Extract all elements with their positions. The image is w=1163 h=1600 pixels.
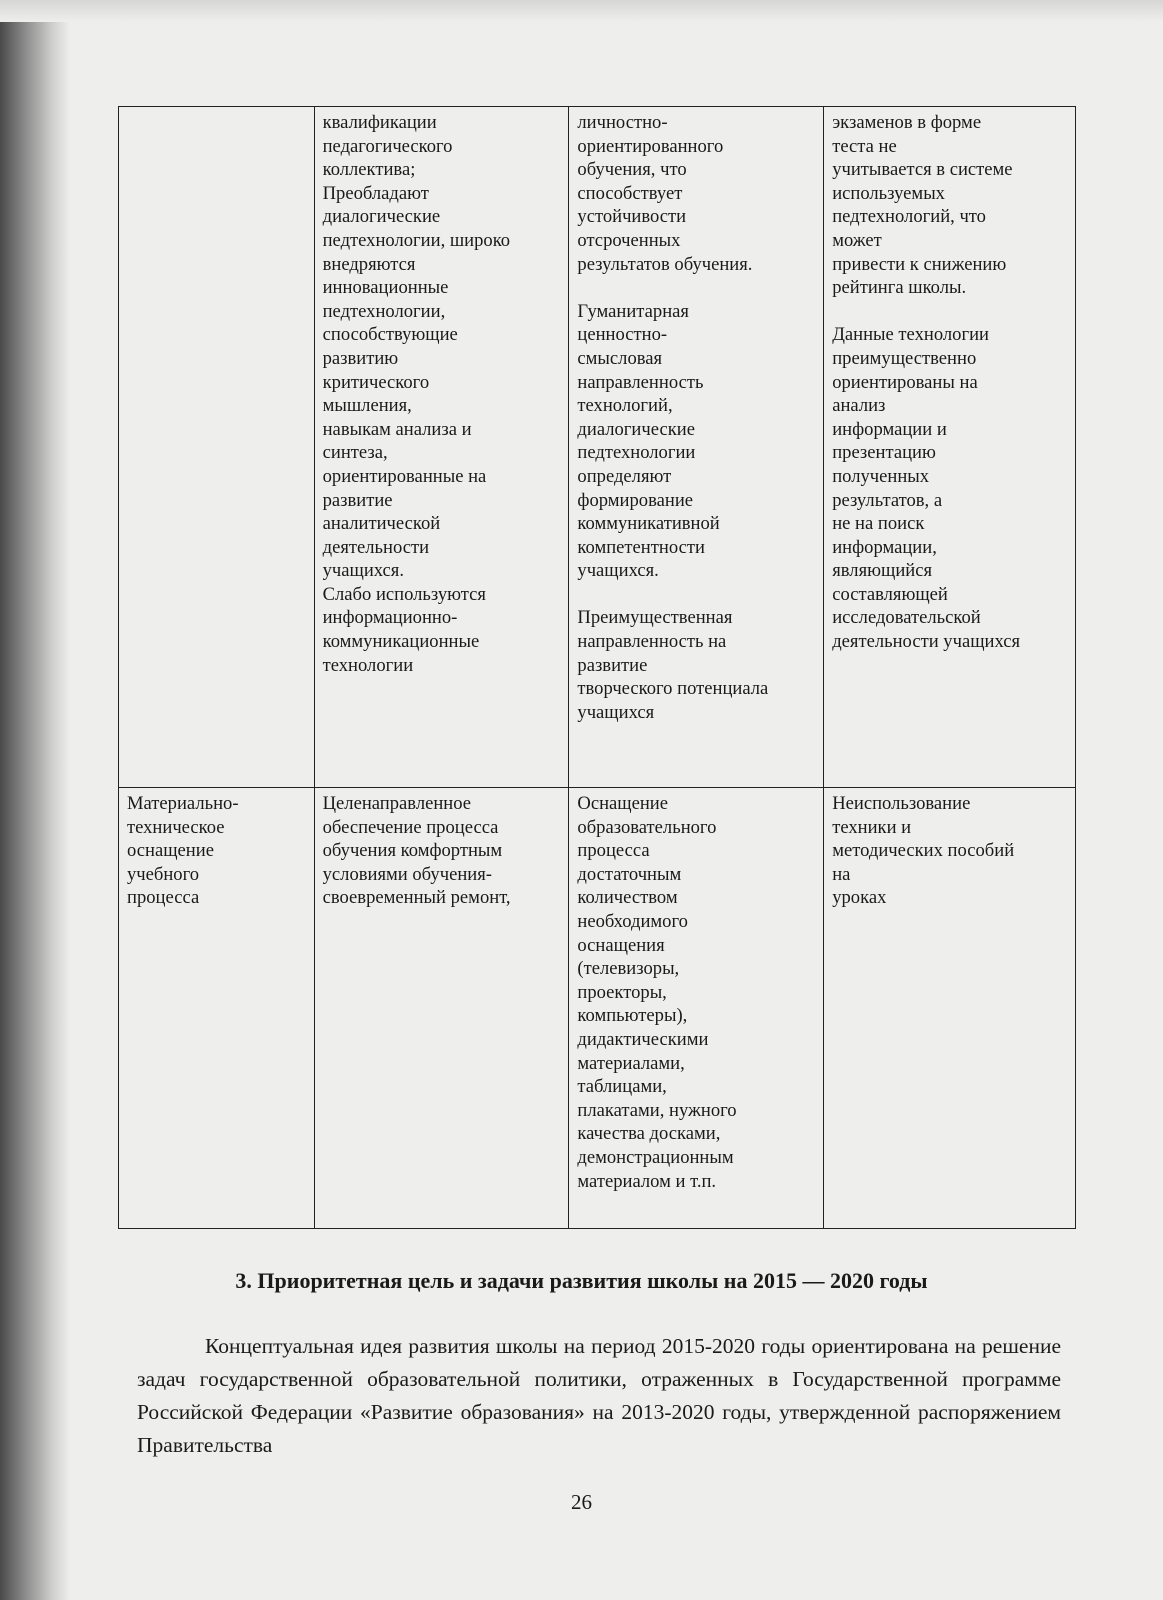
page-number: 26	[571, 1490, 592, 1514]
table-cell: Целенаправленное обеспечение процесса обучения комфортным условиями обучения- своевременный ремонт,	[314, 788, 569, 1229]
table-row	[119, 788, 1076, 1229]
table-cell: Неиспользование техники и методических пособий на уроках	[824, 788, 1076, 1229]
table-cell: личностно- ориентированного обучения, что способствует устойчивости отсроченных результатов обучения. Гуманитарная ценностно- смысловая направленность технологий, диалогические педтехнологии определяют формирование коммуникативной компетентности учащихся. Преимущественная направленность на развитие творческого потенциала учащихся	[569, 107, 824, 788]
table-cell: экзаменов в форме теста не учитывается в системе используемых педтехнологий, что может привести к снижению рейтинга школы. Данные технологии преимущественно ориентированы на анализ информации и презентацию полученных результатов, а не на поиск информации, являющийся составляющей исследовательской деятельности учащихся	[824, 107, 1076, 788]
section-heading: 3. Приоритетная цель и задачи развития школы на 2015 — 2020 годы	[235, 1268, 928, 1293]
table-cell: Материально- техническое оснащение учебного процесса	[119, 788, 315, 1229]
table-cell	[119, 107, 315, 788]
table-cell: Оснащение образовательного процесса достаточным количеством необходимого оснащения (телевизоры, проекторы, компьютеры), дидактическими материалами, таблицами, плакатами, нужного качества досками, демонстрационным материалом и т.п.	[569, 788, 824, 1229]
table-row	[119, 107, 1076, 788]
swot-table	[118, 106, 1076, 1229]
table-cell: квалификации педагогического коллектива; Преобладают диалогические педтехнологии, широко внедряются инновационные педтехнологии, способствующие развитию критического мышления, навыкам анализа и синтеза, ориентированные на развитие аналитической деятельности учащихся. Слабо используются информационно- коммуникационные технологии	[314, 107, 569, 788]
body-paragraph: Концептуальная идея развития школы на период 2015-2020 годы ориентирована на решение задач государственной образовательной политики, отраженных в Государственной программе Российской Федерации «Развитие образования» на 2013-2020 годы, утвержденной распоряжением Правительства	[137, 1334, 1061, 1457]
